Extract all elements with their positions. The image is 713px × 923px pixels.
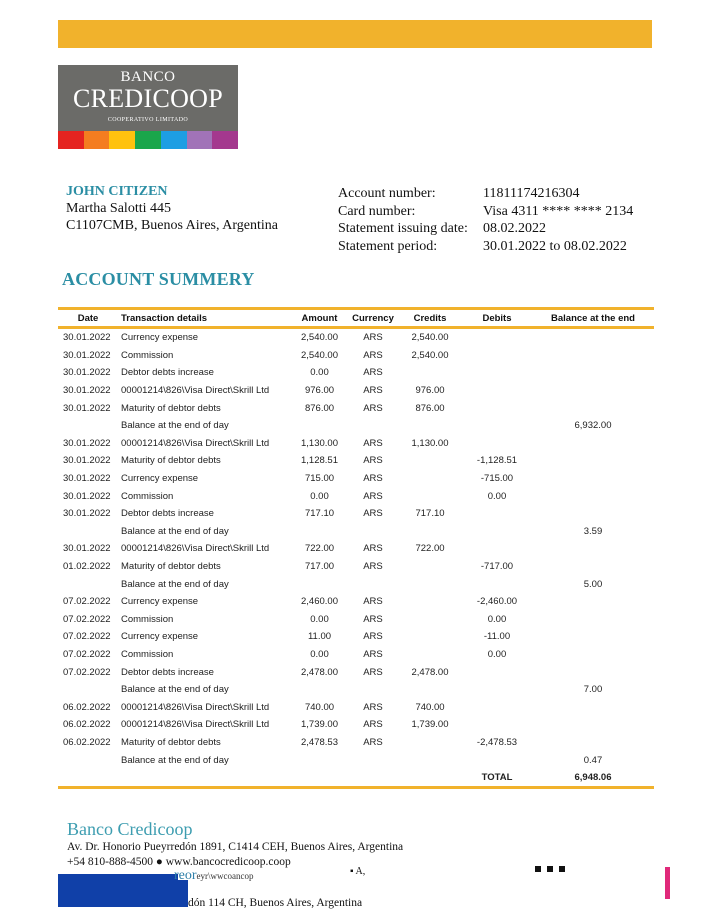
- scan-artifact-text-small: eyr\wwcoancop: [196, 871, 254, 881]
- client-address-line2: C1107CMB, Buenos Aires, Argentina: [66, 218, 278, 233]
- bank-logo: [58, 65, 238, 149]
- total-label: TOTAL: [481, 772, 513, 784]
- footer-bank-name: Banco Credicoop: [67, 819, 193, 839]
- scan-artifact-pink-bar: [665, 867, 670, 899]
- table-row: [58, 347, 654, 365]
- header-amount: Amount: [301, 312, 338, 324]
- balance-row: [58, 417, 654, 435]
- logo-line-cooperativo: COOPERATIVO LIMITADO: [107, 117, 189, 123]
- cell-details: Commission: [121, 349, 174, 361]
- card-number-value: Visa 4311 **** **** 2134: [483, 203, 634, 219]
- cell-details: Commission: [121, 648, 174, 660]
- header-credits: Credits: [413, 312, 447, 324]
- cell-currency: ARS: [363, 561, 383, 573]
- total-row: [58, 769, 654, 787]
- logo-stripe: [161, 131, 187, 149]
- cell-details: Debtor debts increase: [121, 508, 214, 520]
- table-row: [58, 399, 654, 417]
- cell-amount: 1,130.00: [301, 437, 338, 449]
- cell-date: 07.02.2022: [63, 666, 111, 678]
- balance-row: [58, 681, 654, 699]
- header-debits: Debits: [482, 312, 512, 324]
- cell-amount: 1,128.51: [301, 455, 338, 467]
- cell-currency: ARS: [363, 543, 383, 555]
- cell-amount: 2,478.00: [301, 666, 338, 678]
- table-row: [58, 505, 654, 523]
- cell-credits: 876.00: [415, 402, 445, 414]
- table-body: [58, 329, 654, 769]
- logo-stripe: [58, 131, 84, 149]
- cell-amount: 0.00: [310, 648, 329, 660]
- logo-line-banco: BANCO: [120, 69, 176, 85]
- header-accent-bar: [58, 20, 652, 48]
- card-number-label: Card number:: [338, 203, 416, 219]
- cell-details: Balance at the end of day: [121, 754, 229, 766]
- scan-artifact-blue-block: [58, 874, 178, 907]
- cell-amount: 2,540.00: [301, 332, 338, 344]
- cell-balance: 6,932.00: [574, 420, 612, 432]
- cell-details: Currency expense: [121, 631, 199, 643]
- balance-row: [58, 523, 654, 541]
- cell-details: 00001214\826\Visa Direct\Skrill Ltd: [121, 437, 270, 449]
- cell-amount: 0.00: [310, 367, 329, 379]
- table-row: [58, 364, 654, 382]
- cell-date: 30.01.2022: [63, 332, 111, 344]
- cell-date: 06.02.2022: [63, 701, 111, 713]
- cell-balance: 7.00: [583, 684, 603, 696]
- cell-currency: ARS: [363, 473, 383, 485]
- table-row: [58, 329, 654, 347]
- table-row: [58, 611, 654, 629]
- cell-currency: ARS: [363, 402, 383, 414]
- account-number-label: Account number:: [338, 186, 436, 202]
- transactions-table: [58, 307, 654, 789]
- cell-details: 00001214\826\Visa Direct\Skrill Ltd: [121, 701, 270, 713]
- scan-artifact-blue-block-2: [170, 880, 188, 907]
- cell-details: Maturity of debtor debts: [121, 736, 221, 748]
- cell-amount: 11.00: [307, 631, 332, 643]
- cell-date: 07.02.2022: [63, 648, 111, 660]
- footer-contact: +54 810-888-4500 ● www.bancocredicoop.coop: [67, 856, 291, 868]
- cell-date: 30.01.2022: [63, 349, 111, 361]
- cell-date: 06.02.2022: [63, 736, 111, 748]
- cell-details: 00001214\826\Visa Direct\Skrill Ltd: [121, 385, 270, 397]
- table-row: [58, 435, 654, 453]
- section-title: ACCOUNT SUMMERY: [62, 269, 255, 289]
- cell-currency: ARS: [363, 719, 383, 731]
- cell-date: 30.01.2022: [63, 437, 111, 449]
- cell-date: 30.01.2022: [63, 543, 111, 555]
- cell-date: 30.01.2022: [63, 367, 111, 379]
- table-row: [58, 716, 654, 734]
- table-row: [58, 452, 654, 470]
- balance-row: [58, 575, 654, 593]
- cell-date: 30.01.2022: [63, 455, 111, 467]
- cell-details: Maturity of debtor debts: [121, 455, 221, 467]
- cell-credits: 976.00: [415, 385, 445, 397]
- cell-amount: 715.00: [304, 473, 335, 485]
- cell-details: Balance at the end of day: [121, 525, 229, 537]
- cell-debits: -715.00: [480, 473, 514, 485]
- cell-details: Currency expense: [121, 332, 199, 344]
- logo-color-stripes: [58, 131, 238, 149]
- cell-date: 30.01.2022: [63, 473, 111, 485]
- cell-currency: ARS: [363, 385, 383, 397]
- footer-address: Av. Dr. Honorio Pueyrredón 1891, C1414 CEH, Buenos Aires, Argentina: [67, 841, 404, 853]
- cell-currency: ARS: [363, 736, 383, 748]
- client-address-line1: Martha Salotti 445: [66, 201, 171, 216]
- balance-row: [58, 751, 654, 769]
- cell-details: Balance at the end of day: [121, 578, 229, 590]
- logo-stripe: [84, 131, 110, 149]
- issuing-date-row: [338, 220, 633, 238]
- table-row: [58, 558, 654, 576]
- cell-date: 01.02.2022: [63, 561, 111, 573]
- cell-details: Commission: [121, 490, 174, 502]
- cell-debits: 0.00: [487, 613, 507, 625]
- table-row: [58, 646, 654, 664]
- card-number-row: [338, 203, 633, 221]
- cell-currency: ARS: [363, 701, 383, 713]
- cell-details: Balance at the end of day: [121, 684, 229, 696]
- cell-currency: ARS: [363, 332, 383, 344]
- cell-details: Balance at the end of day: [121, 420, 229, 432]
- header-currency: Currency: [352, 312, 394, 324]
- client-info: [66, 183, 278, 234]
- cell-amount: 740.00: [304, 701, 335, 713]
- cell-date: 30.01.2022: [63, 402, 111, 414]
- cell-credits: 722.00: [415, 543, 445, 555]
- logo-stripe: [212, 131, 238, 149]
- cell-details: 00001214\826\Visa Direct\Skrill Ltd: [121, 719, 270, 731]
- cell-credits: 740.00: [415, 701, 445, 713]
- cell-currency: ARS: [363, 596, 383, 608]
- table-row: [58, 487, 654, 505]
- statement-period-row: [338, 238, 633, 256]
- cell-date: 07.02.2022: [63, 596, 111, 608]
- cell-details: Maturity of debtor debts: [121, 561, 221, 573]
- cell-date: 30.01.2022: [63, 508, 111, 520]
- issuing-date-label: Statement issuing date:: [338, 221, 468, 237]
- logo-line-credicoop: CREDICOOP: [72, 84, 224, 113]
- cell-currency: ARS: [363, 631, 383, 643]
- cell-amount: 2,460.00: [301, 596, 338, 608]
- cell-currency: ARS: [363, 437, 383, 449]
- table-row: [58, 628, 654, 646]
- logo-stripe: [109, 131, 135, 149]
- cell-amount: 876.00: [304, 402, 335, 414]
- account-number-value: 11811174216304: [483, 186, 580, 202]
- cell-currency: ARS: [363, 648, 383, 660]
- cell-date: 07.02.2022: [63, 631, 111, 643]
- table-row: [58, 540, 654, 558]
- cell-details: Debtor debts increase: [121, 367, 214, 379]
- cell-credits: 1,130.00: [411, 437, 449, 449]
- cell-date: 06.02.2022: [63, 719, 111, 731]
- cell-amount: 2,540.00: [301, 349, 338, 361]
- table-bottom-rule: [58, 786, 654, 789]
- cell-credits: 717.10: [415, 508, 445, 520]
- issuing-date-value: 08.02.2022: [483, 221, 546, 237]
- cell-currency: ARS: [363, 455, 383, 467]
- footer: [67, 819, 403, 870]
- cell-debits: 0.00: [487, 490, 507, 502]
- scan-artifact-marks: ▪ Α,: [350, 866, 366, 877]
- cell-details: Debtor debts increase: [121, 666, 214, 678]
- header-balance: Balance at the end: [551, 312, 635, 324]
- table-row: [58, 698, 654, 716]
- cell-details: Currency expense: [121, 473, 199, 485]
- scan-artifact-text-large: reor: [174, 868, 197, 883]
- cell-debits: 0.00: [487, 648, 507, 660]
- statement-period-label: Statement period:: [338, 239, 438, 255]
- cell-credits: 2,540.00: [411, 349, 449, 361]
- cell-details: Currency expense: [121, 596, 199, 608]
- cell-date: 30.01.2022: [63, 490, 111, 502]
- cell-currency: ARS: [363, 508, 383, 520]
- cell-amount: 722.00: [304, 543, 335, 555]
- cell-debits: -1,128.51: [476, 455, 518, 467]
- logo-stripe: [135, 131, 161, 149]
- cell-amount: 717.10: [304, 508, 335, 520]
- scan-artifact-address: dón 114 CH, Buenos Aires, Argentina: [188, 897, 363, 909]
- logo-stripe: [187, 131, 213, 149]
- cell-balance: 5.00: [583, 578, 603, 590]
- cell-currency: ARS: [363, 490, 383, 502]
- cell-currency: ARS: [363, 367, 383, 379]
- header-date: Date: [77, 312, 99, 324]
- table-header: [58, 310, 654, 326]
- cell-balance: 3.59: [583, 525, 603, 537]
- account-info: [338, 185, 633, 255]
- scan-artifact-text: [174, 868, 254, 884]
- cell-details: 00001214\826\Visa Direct\Skrill Ltd: [121, 543, 270, 555]
- cell-date: 07.02.2022: [63, 613, 111, 625]
- table-row: [58, 663, 654, 681]
- cell-details: Maturity of debtor debts: [121, 402, 221, 414]
- client-name: JOHN CITIZEN: [66, 184, 168, 199]
- cell-credits: 1,739.00: [411, 719, 449, 731]
- table-row: [58, 734, 654, 752]
- table-row: [58, 470, 654, 488]
- account-number-row: [338, 185, 633, 203]
- statement-period-value: 30.01.2022 to 08.02.2022: [483, 239, 627, 255]
- total-value: 6,948.06: [574, 772, 612, 784]
- cell-date: 30.01.2022: [63, 385, 111, 397]
- cell-amount: 717.00: [304, 561, 335, 573]
- cell-details: Commission: [121, 613, 174, 625]
- cell-amount: 0.00: [310, 490, 329, 502]
- cell-credits: 2,540.00: [411, 332, 449, 344]
- header-details: Transaction details: [121, 312, 208, 324]
- cell-credits: 2,478.00: [411, 666, 449, 678]
- cell-currency: ARS: [363, 349, 383, 361]
- cell-amount: 1,739.00: [301, 719, 338, 731]
- cell-currency: ARS: [363, 613, 383, 625]
- scan-artifact-dots: [535, 866, 565, 872]
- table-row: [58, 382, 654, 400]
- cell-debits: -717.00: [480, 561, 514, 573]
- cell-currency: ARS: [363, 666, 383, 678]
- cell-debits: -2,460.00: [476, 596, 518, 608]
- cell-debits: -11.00: [483, 631, 511, 643]
- table-row: [58, 593, 654, 611]
- cell-amount: 976.00: [304, 385, 335, 397]
- cell-amount: 0.00: [310, 613, 329, 625]
- cell-amount: 2,478.53: [301, 736, 338, 748]
- cell-debits: -2,478.53: [476, 736, 518, 748]
- cell-balance: 0.47: [583, 754, 603, 766]
